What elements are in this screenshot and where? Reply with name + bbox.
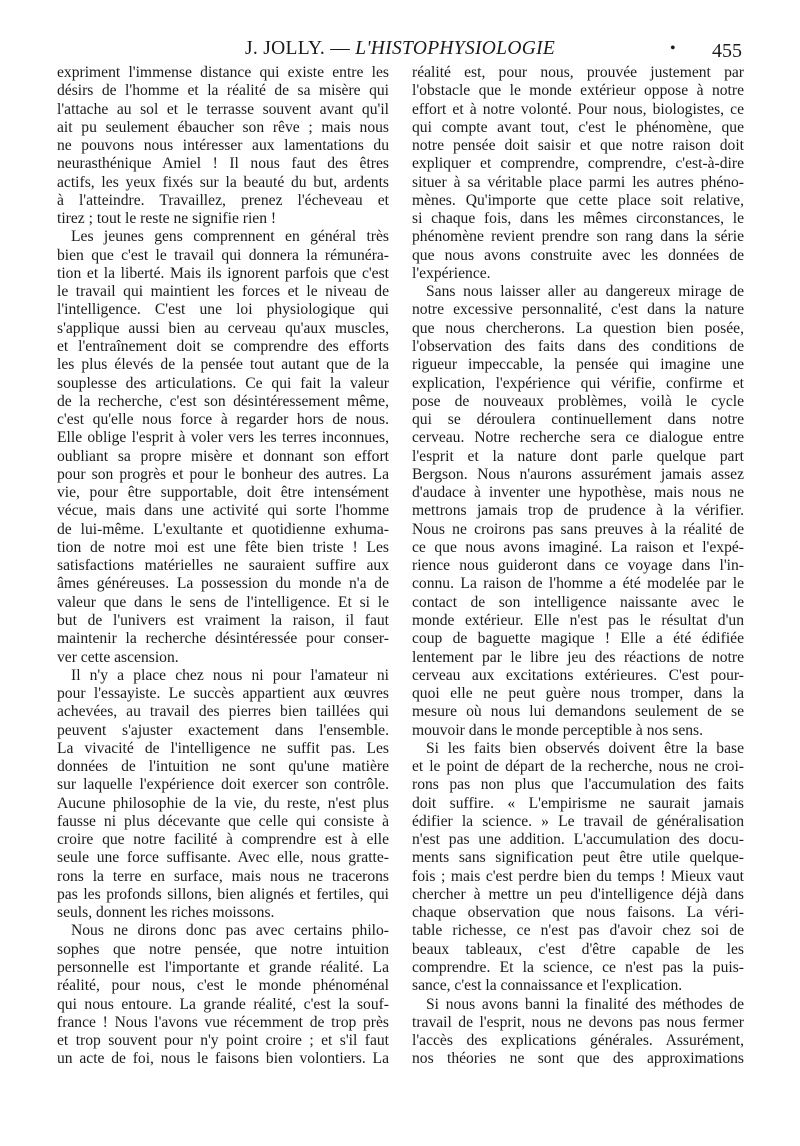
text-line: que nous avons construite avec les données de: [412, 246, 744, 264]
text-line: ver cette ascension.: [57, 648, 179, 666]
text-line: Sans nous laisser aller au dangereux mirage de: [426, 283, 744, 301]
text-line: but de l'univers est vraiment la raison, il faut: [57, 611, 389, 629]
text-line: que nous chercherons. La question bien posée,: [412, 319, 744, 337]
text-line: seuls, donnent les riches moissons.: [57, 904, 275, 922]
text-line: chaque observation que nous faisons. La véri-: [412, 904, 744, 922]
text-line: expliquer et comprendre, comprendre, c'est-à-dire: [412, 155, 744, 173]
text-line: ments sans signification peut être utile quelque-: [412, 849, 744, 867]
text-line: fausse ni plus décevante que celle qui consiste à: [57, 812, 389, 830]
text-line: tirez ; tout le reste ne signifie rien !: [57, 210, 277, 228]
text-line: Elle oblige l'esprit à voler vers les terres inconnues,: [57, 429, 389, 447]
text-line: connu. La raison de l'homme a été modelée par le: [412, 575, 744, 593]
text-line: souplesse des articulations. Ce qui fait la valeur: [57, 374, 389, 392]
text-line: sance, c'est la connaissance et l'explication.: [412, 977, 683, 995]
text-line: pose de nouveaux problèmes, voilà le cycle: [412, 392, 744, 410]
text-line: Si les faits bien observés doivent être la base: [426, 739, 744, 757]
running-title-work: L'HISTOPHYSIOLOGIE: [355, 38, 556, 59]
text-line: La vivacité de l'intelligence ne suffit pas. Les: [57, 739, 389, 757]
text-line: l'intelligence. C'est une loi physiologique qui: [57, 301, 389, 319]
text-line: satisfactions matérielles ne sauraient suffire aux: [57, 557, 389, 575]
text-line: chercher à mettre un peu d'intelligence déjà dans: [412, 885, 744, 903]
text-line: l'expérience.: [412, 264, 491, 282]
text-line: à l'atteindre. Travaillez, prenez l'écheveau et: [57, 191, 389, 209]
text-line: c'est qu'elle nous force à regarder hors de nous.: [57, 411, 389, 429]
left-column: [57, 64, 389, 1069]
text-line: données de l'intuition ne sont qu'une matière: [57, 758, 389, 776]
text-line: table richesse, ce n'est pas d'avoir chez soi de: [412, 922, 744, 940]
text-line: comprendre. Et la science, ce n'est pas la puis-: [412, 959, 744, 977]
text-line: mouvoir dans le monde perceptible à nos sens.: [412, 721, 704, 739]
text-line: mettrons jamais trop de prudence à la vérifier.: [412, 502, 744, 520]
paragraph: [412, 283, 744, 740]
text-line: travail de l'esprit, nous ne devons pas nous fermer: [412, 1013, 744, 1031]
text-line: et le point de départ de la recherche, nous ne croi-: [412, 758, 744, 776]
text-line: l'observation des faits dans des conditions de: [412, 337, 744, 355]
text-line: de la recherche, c'est son désintéressement même,: [57, 392, 389, 410]
text-line: tion de notre moi est une fête bien triste ! Les: [57, 538, 389, 556]
text-line: valeur que dans le sens de l'intelligence. Et si le: [57, 593, 389, 611]
text-line: lentement par le libre jeu des réactions de notre: [412, 648, 744, 666]
paragraph: [412, 740, 744, 996]
text-line: l'esprit et la nature dont parle quelque part: [412, 447, 744, 465]
text-line: sophes que notre pensée, que notre intuition: [57, 940, 389, 958]
text-line: un acte de foi, nous le faisons bien volontiers. La: [57, 1050, 389, 1068]
text-line: peuvent s'ajuster exactement dans l'ensemble.: [57, 721, 389, 739]
text-line: rons la terre en surface, mais nous ne tracerons: [57, 867, 389, 885]
text-line: édifier la science. » Le travail de généralisation: [412, 812, 744, 830]
text-line: maintenir la recherche désintéressée pour conser-: [57, 630, 389, 648]
text-line: Les jeunes gens comprennent en général très: [71, 228, 389, 246]
text-line: vécue, mais dans une activité qui sorte l'homme: [57, 502, 389, 520]
text-line: notre pensée doit saisir et que notre raison doit: [412, 137, 744, 155]
text-line: n'est pas une addition. L'accumulation des docu-: [412, 831, 744, 849]
text-line: sur laquelle l'expérience doit exercer son contrôle.: [57, 776, 389, 794]
text-line: Bergson. Nous n'aurons assurément jamais assez: [412, 465, 744, 483]
text-line: ne pouvons nous intéresser aux lamentations du: [57, 137, 389, 155]
text-line: si chaque fois, dans les mêmes circonstances, le: [412, 210, 744, 228]
paragraph: [57, 922, 389, 1068]
text-line: de lui-même. L'exultante et quotidienne exhuma-: [57, 520, 389, 538]
text-line: mesure où nous lui demandons seulement de se: [412, 703, 744, 721]
text-line: pour l'essayiste. Le succès appartient aux œuvres: [57, 685, 389, 703]
text-line: phénomène revient prendre son rang dans la série: [412, 228, 744, 246]
text-line: Il n'y a place chez nous ni pour l'amateur ni: [71, 666, 389, 684]
paragraph: [412, 996, 744, 1069]
text-line: fois ; mais c'est perdre bien du temps ! Mieux vaut: [412, 867, 744, 885]
right-column: [412, 64, 744, 1069]
text-line: Nous ne dirons donc pas avec certains philo-: [71, 922, 389, 940]
text-line: seule une force suffisante. Avec elle, nous gratte-: [57, 849, 389, 867]
text-line: ait pu seulement ébaucher son rêve ; mais nous: [57, 118, 389, 136]
text-line: désirs de l'homme et la réalité de sa misère qui: [57, 82, 389, 100]
text-line: ce que nous avons imaginé. La raison et l'expé-: [412, 538, 744, 556]
running-title: [245, 38, 555, 60]
text-line: qui se déroulera continuellement dans notre: [412, 411, 744, 429]
text-line: quoi elle ne peut guère nous tromper, dans la: [412, 685, 744, 703]
text-line: vie, pour être supportable, doit être intensément: [57, 484, 389, 502]
text-line: explication, l'expérience qui vérifie, confirme et: [412, 374, 744, 392]
text-line: qui compte avant tout, c'est le phénomène, que: [412, 118, 744, 136]
text-line: notre excessive personnalité, c'est dans la nature: [412, 301, 744, 319]
text-line: achevées, au travail des pierres bien taillées qui: [57, 703, 389, 721]
text-line: pas les profonds sillons, bien alignés et fertiles, qui: [57, 885, 389, 903]
text-line: et l'entraînement doit se comprendre des efforts: [57, 337, 389, 355]
text-line: réalité, pour nous, c'est le monde phénoménal: [57, 977, 389, 995]
text-line: rience nous guideront dans ce voyage dans l'in-: [412, 557, 744, 575]
text-line: croire que notre facilité à comprendre est à elle: [57, 831, 389, 849]
text-line: tion et la liberté. Mais ils ignorent parfois que c'est: [57, 264, 389, 282]
text-line: les plus élevés de la pensée tout autant que de la: [57, 356, 389, 374]
text-line: situer à sa véritable place parmi les autres phéno-: [412, 173, 744, 191]
text-line: personnelle est l'importante et grande réalité. La: [57, 959, 389, 977]
text-line: bien que c'est le travail qui donnera la rémunéra-: [57, 246, 389, 264]
text-line: âmes généreuses. La possession du monde n'a de: [57, 575, 389, 593]
paragraph: [57, 667, 389, 923]
text-line: le travail qui maintient les forces et le niveau de: [57, 283, 389, 301]
text-line: d'audace à inventer une hypothèse, mais nous ne: [412, 484, 744, 502]
paragraph: [412, 64, 744, 283]
text-line: rons pas non plus que l'accumulation des faits: [412, 776, 744, 794]
running-title-author: J. JOLLY. —: [245, 38, 350, 59]
text-line: effort et à notre volonté. Pour nous, biologistes, ce: [412, 100, 744, 118]
text-line: monde extérieur. Elle n'est pas le résultat d'un: [412, 611, 744, 629]
text-line: l'accès des explications générales. Assurément,: [412, 1032, 744, 1050]
text-line: réalité est, pour nous, prouvée justement par: [412, 64, 744, 81]
text-line: pour son progrès et pour le bonheur des autres. La: [57, 465, 389, 483]
text-line: l'obstacle que le monde extérieur oppose à notre: [412, 82, 744, 100]
text-line: s'applique aussi bien au cerveau qu'aux muscles,: [57, 319, 389, 337]
text-line: mènes. Qu'importe que cette place soit relative,: [412, 191, 744, 209]
paragraph: [57, 64, 389, 228]
text-line: oubliant sa propre misère et donnant son effort: [57, 447, 389, 465]
text-line: cerveau. Notre recherche sera ce dialogue entre: [412, 429, 744, 447]
print-speck: •: [670, 40, 676, 57]
text-line: coup de baguette magique ! Elle a été édifiée: [412, 630, 744, 648]
text-line: l'attache au sol et le terrasse souvent avant qu'il: [57, 100, 389, 118]
page-number: 455: [712, 40, 742, 62]
text-line: nos théories ne sont que des approximations: [412, 1050, 744, 1068]
text-line: Nous ne croirons pas sans preuves à la réalité de: [412, 520, 744, 538]
text-line: actifs, les yeux fixés sur la beauté du but, ardents: [57, 173, 389, 191]
text-line: beaux tableaux, c'est d'être capable de les: [412, 940, 744, 958]
paragraph: [57, 228, 389, 666]
text-line: et trop souvent pour n'y point croire ; et s'il faut: [57, 1032, 389, 1050]
text-line: doit suffire. « L'empirisme ne saurait jamais: [412, 794, 744, 812]
text-line: qui nous entoure. La grande réalité, c'est la souf-: [57, 995, 389, 1013]
text-line: expriment l'immense distance qui existe entre les: [57, 64, 389, 81]
text-line: cerveau aux excitations extérieures. C'est pour-: [412, 666, 744, 684]
text-line: rigueur impeccable, la pensée qui imagine une: [412, 356, 744, 374]
text-line: Si nous avons banni la finalité des méthodes de: [426, 995, 744, 1013]
running-header: [0, 38, 800, 64]
text-line: france ! Nous l'avons vue récemment de trop près: [57, 1013, 389, 1031]
text-line: contact de son intelligence naissante avec le: [412, 593, 744, 611]
text-line: neurasthénique Amiel ! Il nous faut des êtres: [57, 155, 389, 173]
text-line: Aucune philosophie de la vie, du reste, n'est plus: [57, 794, 389, 812]
